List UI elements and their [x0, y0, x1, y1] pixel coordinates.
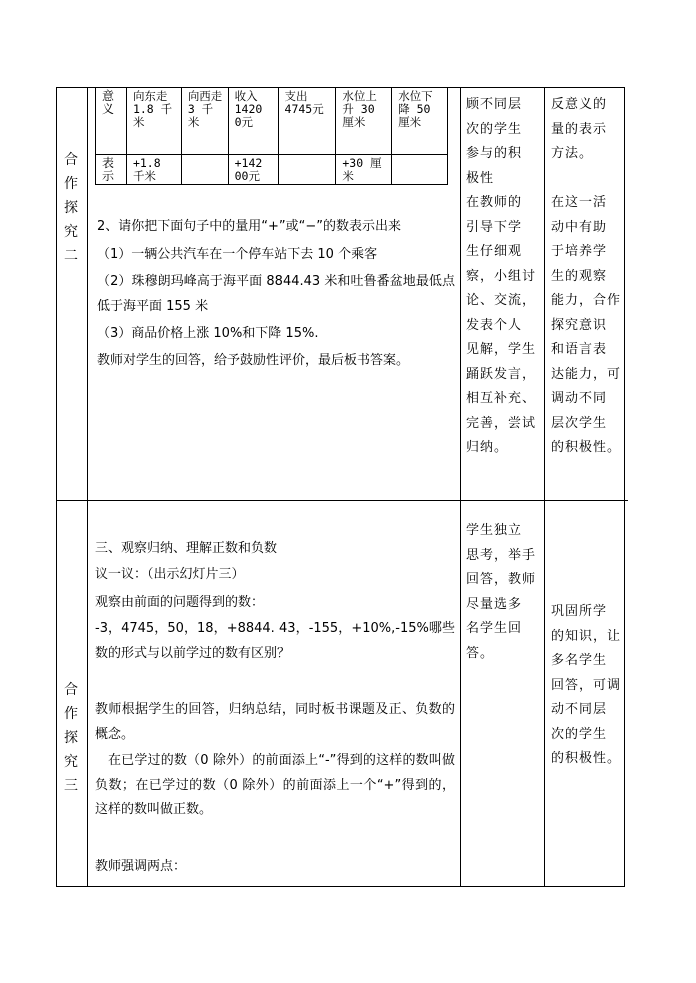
text-line: 极性 — [466, 170, 495, 186]
teacher-summary: 教师根据学生的回答，归纳总结，同时板书课题及正、负数的概念。 — [95, 702, 455, 742]
section3-label — [61, 678, 81, 798]
text-line: 和语言表 — [551, 342, 608, 357]
text-line: 次的学生 — [551, 726, 608, 742]
text-line: 学生独立 — [466, 523, 523, 538]
text-line: 方法。 — [551, 146, 594, 161]
table-cell: 支出 4745元 — [278, 88, 336, 155]
text-line: 尽量选多 — [466, 596, 523, 612]
text-line: 顾不同层 — [466, 97, 523, 112]
text-line: 动中有助 — [551, 219, 608, 235]
text-line: 相互补充、 — [466, 391, 537, 406]
section2-label-char: 二 — [64, 248, 78, 264]
section2-student-activity — [466, 93, 542, 461]
section3-student-activity — [466, 519, 542, 666]
question-2-item: （3）商品价格上涨 10%和下降 15%. — [97, 326, 319, 341]
text-line: 答。 — [466, 645, 495, 661]
table-cell — [278, 155, 336, 185]
teacher-note: 教师对学生的回答，给予鼓励性评价，最后板书答案。 — [97, 353, 410, 368]
text-line: 回答，教师 — [466, 572, 537, 587]
table-cell: +30 厘米 — [336, 155, 392, 185]
right-border — [624, 87, 625, 887]
text-line: 的积极性。 — [551, 440, 622, 455]
content-col-divider — [460, 87, 461, 887]
label-col-divider — [87, 87, 88, 887]
text-line: 回答，可调 — [551, 677, 622, 693]
text-line: 于培养学 — [551, 244, 608, 259]
text-line: 发表个人 — [466, 317, 523, 333]
section3-label-char: 作 — [64, 706, 78, 722]
text-line: 生仔细观 — [466, 244, 523, 259]
quantity-table — [95, 87, 448, 185]
bottom-border — [56, 886, 625, 887]
section3-design-purpose — [551, 600, 623, 772]
section2-label — [61, 148, 81, 268]
section2-label-char: 探 — [64, 200, 78, 216]
table-cell: 意义 — [96, 88, 127, 155]
text-line: 能力，合作 — [551, 293, 622, 308]
section3-heading: 三、观察归纳、理解正数和负数 — [95, 541, 278, 556]
observe-line: 观察由前面的问题得到的数： — [95, 595, 265, 610]
section3-label-char: 合 — [64, 682, 78, 698]
text-line: 归纳。 — [466, 440, 509, 455]
section2-label-char: 合 — [64, 152, 78, 168]
text-line: 完善，尝试 — [466, 415, 537, 431]
text-line: 多名学生 — [551, 653, 608, 668]
table-cell — [181, 155, 228, 185]
discuss-line: 议一议：（出示幻灯片三） — [95, 567, 245, 582]
teacher-emphasis: 教师强调两点： — [95, 859, 187, 874]
text-line — [551, 167, 623, 192]
text-line: 名学生回 — [466, 621, 523, 636]
table-cell: 表示 — [96, 155, 127, 185]
table-cell — [392, 155, 448, 185]
text-line: 探究意识 — [551, 317, 608, 333]
question-2-item: （1）一辆公共汽车在一个停车站下去 10 个乘客 — [97, 247, 378, 262]
text-line: 的积极性。 — [551, 751, 622, 766]
section2-label-char: 究 — [64, 224, 78, 240]
left-border — [56, 87, 57, 887]
question-2-title: 2、请你把下面句子中的量用“+”或“−”的数表示出来 — [97, 219, 401, 234]
text-line: 动不同层 — [551, 702, 608, 717]
text-line: 达能力，可 — [551, 366, 622, 382]
text-line: 论、交流， — [466, 293, 537, 308]
text-line: 生的观察 — [551, 268, 608, 284]
text-line: 量的表示 — [551, 121, 608, 137]
text-line: 反意义的 — [551, 97, 608, 112]
table-row — [96, 88, 448, 155]
section3-label-char: 究 — [64, 754, 78, 770]
text-line: 思考，举手 — [466, 547, 537, 563]
text-line: 引导下学 — [466, 219, 523, 235]
definition-text: 在已学过的数（0 除外）的前面添上“-”得到的这样的数叫做负数；在已学过的数（0 除外）的前面添上一个“+”得到的，这样的数叫做正数。 — [95, 753, 455, 817]
text-line: 层次学生 — [551, 415, 608, 431]
table-cell: +142 00元 — [228, 155, 278, 185]
text-line: 踊跃发言， — [466, 366, 537, 382]
text-line: 巩固所学 — [551, 604, 608, 619]
section-divider — [56, 500, 628, 501]
text-line: 察，小组讨 — [466, 268, 537, 284]
table-cell: 水位上升 30 厘米 — [336, 88, 392, 155]
table-cell: 收入 1420 0元 — [228, 88, 278, 155]
text-line: 的知识，让 — [551, 628, 622, 644]
text-line: 在教师的 — [466, 195, 523, 210]
section2-label-char: 作 — [64, 176, 78, 192]
student-col-divider — [544, 87, 545, 887]
table-cell: 向东走 1.8 千米 — [126, 88, 181, 155]
question-2-item: （2）珠穆朗玛峰高于海平面 8844.43 米和吐鲁番盆地最低点低于海平面 155 米 — [97, 274, 455, 314]
numbers-question: -3，4745，50，18，+8844. 43，-155，+10%,-15%哪些数的形式与以前学过的数有区别？ — [95, 621, 455, 661]
text-line: 调动不同 — [551, 391, 608, 406]
section2-design-purpose — [551, 93, 623, 461]
text-line: 次的学生 — [466, 121, 523, 137]
table-cell: 向西走 3 千米 — [181, 88, 228, 155]
table-row — [96, 155, 448, 185]
table-cell: 水位下降 50 厘米 — [392, 88, 448, 155]
text-line: 见解，学生 — [466, 342, 537, 357]
section3-label-char: 探 — [64, 730, 78, 746]
table-cell: +1.8 千米 — [126, 155, 181, 185]
section3-label-char: 三 — [64, 778, 78, 794]
text-line: 参与的积 — [466, 146, 523, 161]
text-line: 在这一活 — [551, 195, 608, 210]
